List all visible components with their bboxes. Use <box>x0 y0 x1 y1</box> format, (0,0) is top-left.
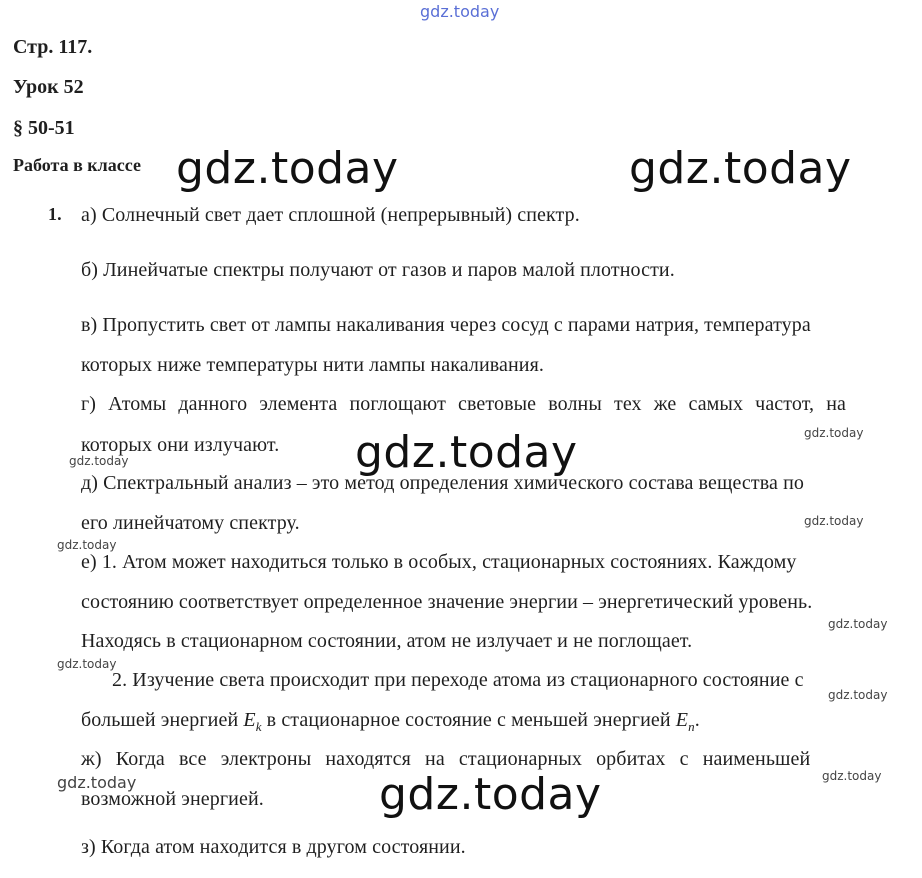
paragraph-number: § 50-51 <box>13 117 75 139</box>
watermark-large-4: gdz.today <box>379 769 602 820</box>
answer-g-line1: г) Атомы данного элемента поглощают световые волны тех же самых частот, на <box>81 393 847 415</box>
watermark-small-1: gdz.today <box>804 426 864 440</box>
task-number: 1. <box>48 204 62 224</box>
answer-d-line2: его линейчатому спектру. <box>81 512 300 534</box>
energy-en-symbol: $E_n$ <box>675 709 695 734</box>
page-number: Стр. 117. <box>13 36 93 58</box>
watermark-large-3: gdz.today <box>355 427 578 478</box>
answer-d-line1: д) Спектральный анализ – это метод определения химического состава вещества по <box>81 472 805 494</box>
answer-e-line5-text-b: в стационарное состояние с меньшей энергией <box>266 709 671 731</box>
watermark-small-6: gdz.today <box>57 657 117 671</box>
answer-e-line4: 2. Изучение света происходит при переходе атома из стационарного состояние с <box>112 669 804 691</box>
answer-g-line2: которых они излучают. <box>81 434 280 456</box>
watermark-small-3: gdz.today <box>804 514 864 528</box>
answer-zh-line2: возможной энергией. <box>81 788 264 810</box>
answer-e-line5-end: . <box>694 709 700 731</box>
watermark-small-7: gdz.today <box>828 688 888 702</box>
answer-e-line5 <box>81 709 700 735</box>
lesson-title: Урок 52 <box>13 76 84 98</box>
answer-a: а) Солнечный свет дает сплошной (непрерывный) спектр. <box>81 204 580 226</box>
watermark-small-2: gdz.today <box>69 454 129 468</box>
answer-e-line5-text-a: большей энергией <box>81 709 239 731</box>
watermark-small-9: gdz.today <box>57 773 137 792</box>
answer-b: б) Линейчатые спектры получают от газов и паров малой плотности. <box>81 259 675 281</box>
watermark-small-8: gdz.today <box>822 769 882 783</box>
watermark-small-5: gdz.today <box>828 617 888 631</box>
answer-v-line1: в) Пропустить свет от лампы накаливания через сосуд с парами натрия, температура <box>81 314 811 336</box>
answer-z: з) Когда атом находится в другом состоянии. <box>81 836 466 858</box>
answer-e-line3: Находясь в стационарном состоянии, атом не излучает и не поглощает. <box>81 630 693 652</box>
watermark-large-1: gdz.today <box>176 143 399 194</box>
answer-e-line1: е) 1. Атом может находиться только в особых, стационарных состояниях. Каждому <box>81 551 797 573</box>
answer-v-line2: которых ниже температуры нити лампы накаливания. <box>81 354 545 376</box>
watermark-large-2: gdz.today <box>629 143 852 194</box>
watermark-small-4: gdz.today <box>57 538 117 552</box>
watermark-top: gdz.today <box>420 2 500 21</box>
answer-zh-line1: ж) Когда все электроны находятся на стационарных орбитах с наименьшей <box>81 748 811 770</box>
section-title: Работа в классе <box>13 155 141 175</box>
energy-ek-symbol: $E_k$ <box>243 709 262 734</box>
answer-e-line2: состоянию соответствует определенное значение энергии – энергетический уровень. <box>81 591 813 613</box>
